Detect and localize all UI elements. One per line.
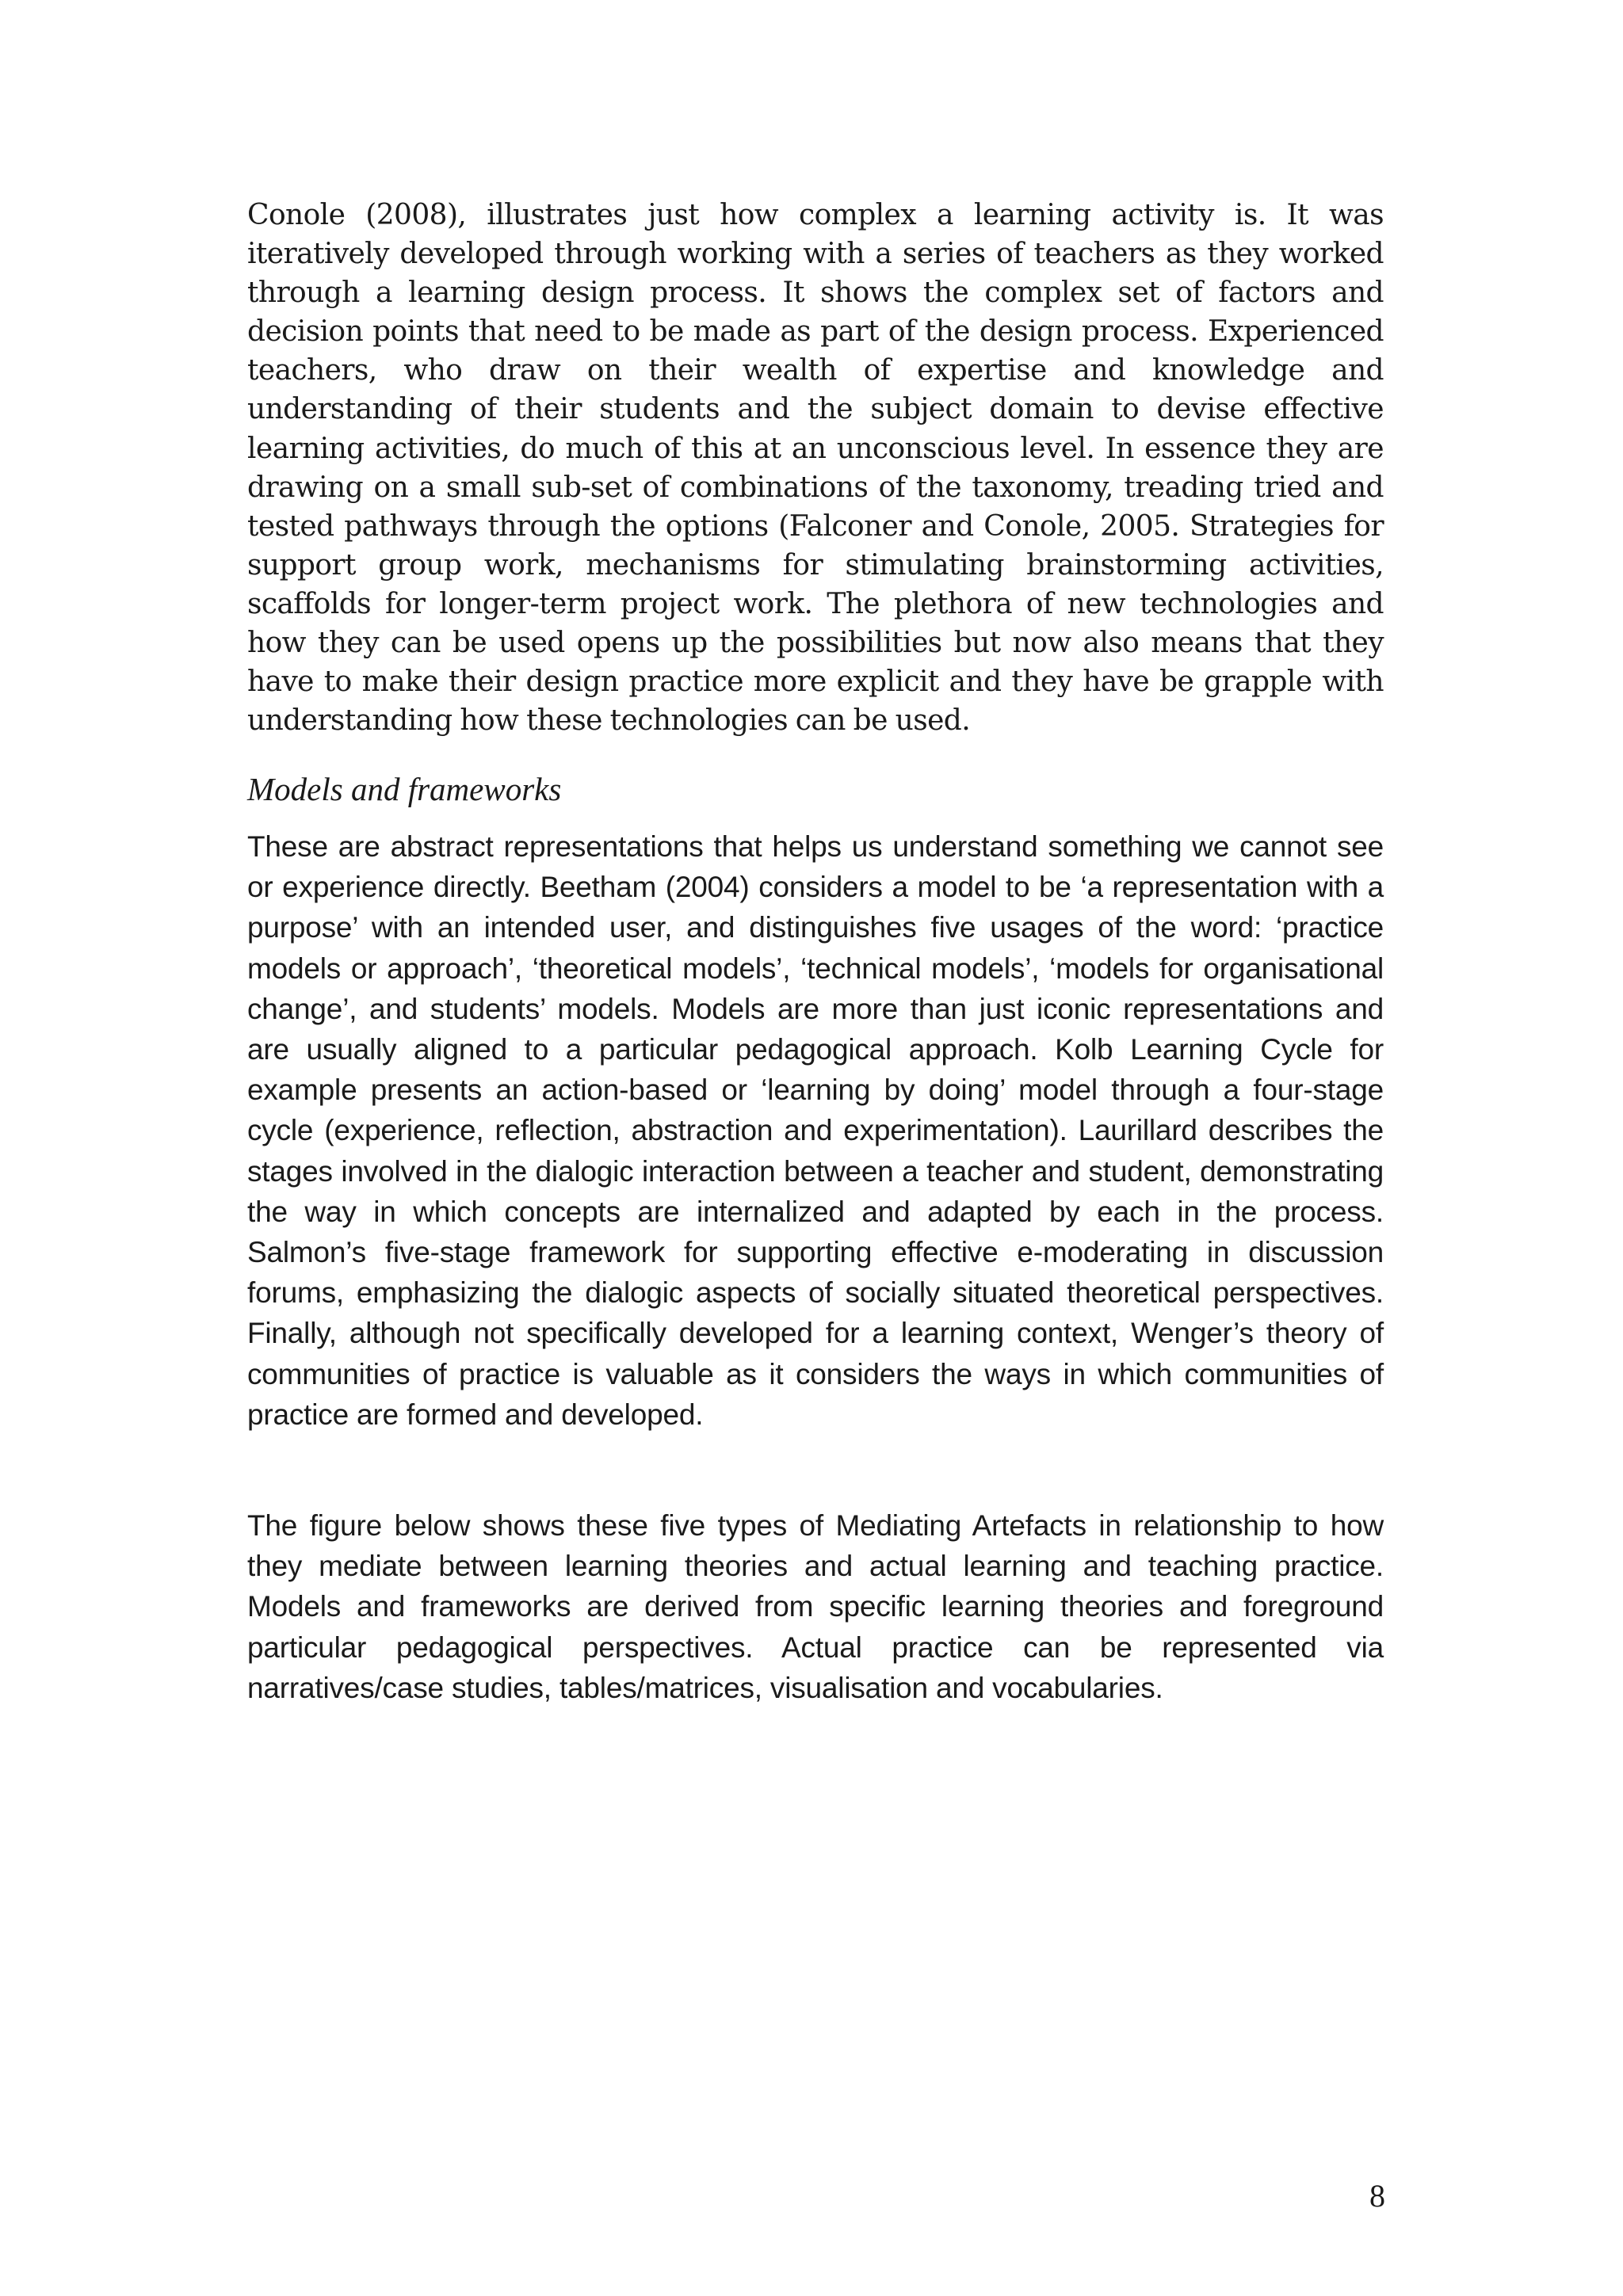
section-heading-models-and-frameworks: Models and frameworks [247,771,562,807]
paragraph-learning-activity-complexity: Conole (2008), illustrates just how complex a learning activity is. It was iteratively developed through working with a series of teachers as they worked through a learning design process. It shows the complex set of factors and decision points that need to be made as part of the design process. Experienced teachers, who draw on their wealth of expertise and knowledge and understanding of their students and the subject domain to devise effective learning activities, do much of this at an unconscious level. In essence they are drawing on a small sub-set of combinations of the taxonomy, treading tried and tested pathways through the options (Falconer and Conole, 2005. Strategies for support group work, mechanisms for stimulating brainstorming activities, scaffolds for longer-term project work. The plethora of new technologies and how they can be used opens up the possibilities but now also means that they have to make their design practice more explicit and they have be grapple with understanding how these technologies can be used. [247,199,1384,738]
page-number: 8 [1369,2178,1385,2214]
paragraph-models-definition: These are abstract representations that helps us understand something we cannot see or experience directly. Beetham (2004) considers a model to be ‘a representation with a purpose’ with an intended user, and distinguishes five usages of the word: ‘practice models or approach’, ‘theoretical models’, ‘technical models’, ‘models for organisational change’, and students’ models. Models are more than just iconic representations and are usually aligned to a particular pedagogical approach. Kolb Learning Cycle for example presents an action-based or ‘learning by doing’ model through a four-stage cycle (experience, reflection, abstraction and experimentation). Laurillard describes the stages involved in the dialogic interaction between a teacher and student, demonstrating the way in which concepts are internalized and adapted by each in the process. Salmon’s five-stage framework for supporting effective e-moderating in discussion forums, emphasizing the dialogic aspects of socially situated theoretical perspectives. Finally, although not specifically developed for a learning context, Wenger’s theory of communities of practice is valuable as it considers the ways in which communities of practice are formed and developed. [247,830,1384,1431]
paragraph-mediating-artefacts-figure-intro: The figure below shows these five types of Mediating Artefacts in relationship to how they mediate between learning theories and actual learning and teaching practice. Models and frameworks are derived from specific learning theories and foreground particular pedagogical perspectives. Actual practice can be represented via narratives/case studies, tables/matrices, visualisation and vocabularies. [247,1509,1384,1704]
